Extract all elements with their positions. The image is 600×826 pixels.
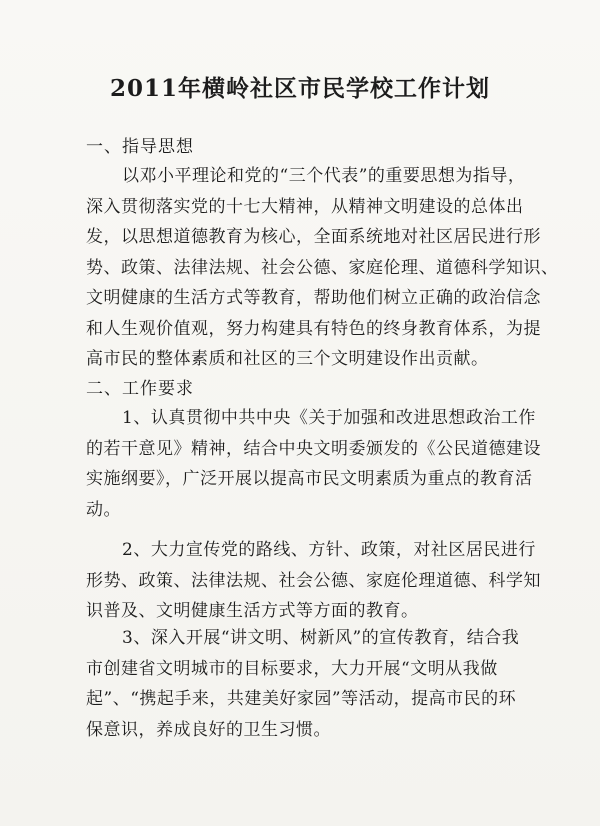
paragraph-line: 3、深入开展“讲文明、树新风”的宣传教育，结合我 [122, 628, 520, 648]
paragraph-line: 市创建省文明城市的目标要求，大力开展“文明从我做 [86, 658, 498, 679]
paragraph-line: 和人生观价值观，努力构建具有特色的终身教育体系，为提 [86, 318, 541, 339]
requirement-item-2 [86, 535, 541, 627]
document-title: 2011年横岭社区市民学校工作计划 [109, 75, 490, 102]
paragraph-line: 势、政策、法律法规、社会公德、家庭伦理、道德科学知识、 [86, 257, 559, 278]
section-paragraph-guiding-ideology [86, 161, 559, 375]
paragraph-line: 2、大力宣传党的路线、方针、政策，对社区居民进行 [122, 540, 536, 560]
section-heading-work-requirements: 二、工作要求 [86, 379, 194, 399]
paragraph-line: 发，以思想道德教育为核心，全面系统地对社区居民进行形 [86, 227, 541, 247]
paragraph-line: 以邓小平理论和党的“三个代表”的重要思想为指导， [122, 166, 526, 186]
paragraph-line: 实施纲要》，广泛开展以提高市民文明素质为重点的教育活 [86, 469, 533, 489]
paragraph-line: 识普及、文明健康生活方式等方面的教育。 [86, 601, 419, 621]
requirement-item-3 [86, 623, 526, 745]
paragraph-line: 1、认真贯彻中共中央《关于加强和改进思想政治工作 [122, 408, 536, 428]
paragraph-line: 高市民的整体素质和社区的三个文明建设作出贡献。 [86, 349, 489, 369]
paragraph-line: 保意识，养成良好的卫生习惯。 [86, 719, 331, 740]
paragraph-line: 起”、“携起手来，共建美好家园”等活动，提高市民的环 [86, 689, 517, 709]
paragraph-line: 形势、政策、法律法规、社会公德、家庭伦理道德、科学知 [86, 570, 541, 591]
paragraph-line: 动。 [86, 499, 121, 520]
section-heading-guiding-ideology: 一、指导思想 [86, 137, 194, 157]
paragraph-line: 深入贯彻落实党的十七大精神，从精神文明建设的总体出 [86, 196, 524, 217]
paragraph-line: 的若干意见》精神，结合中央文明委颁发的《公民道德建设 [86, 438, 541, 459]
paragraph-line: 文明健康的生活方式等教育，帮助他们树立正确的政治信念 [86, 288, 541, 308]
requirement-item-1 [86, 403, 541, 525]
